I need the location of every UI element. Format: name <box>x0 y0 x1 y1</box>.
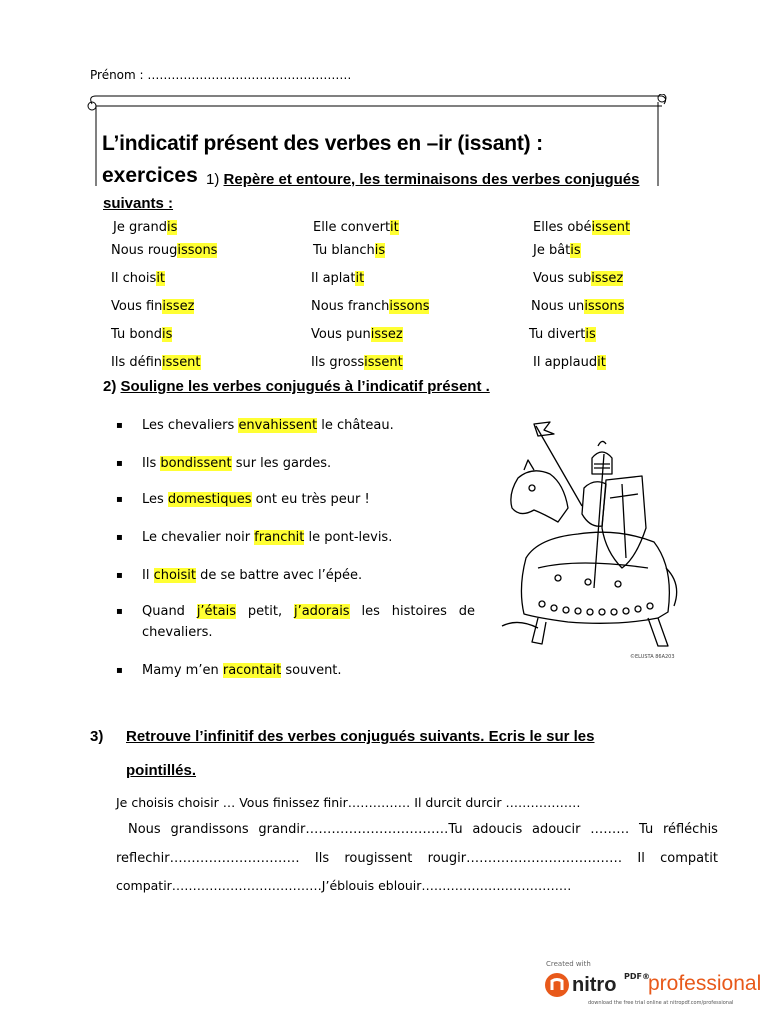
exercise3-instruction-cont: pointillés. <box>126 762 197 779</box>
verb-item: Ils définissent <box>111 355 201 370</box>
sentence-item: Quand j’étais petit, j’adorais les histoires de <box>142 604 475 619</box>
verb-item: Vous punissez <box>311 327 403 342</box>
exercise1-instruction-cont: suivants : <box>103 195 174 212</box>
exercise2-number: 2) <box>103 378 121 395</box>
exercise2-instruction: Souligne les verbes conjugués à l’indicatif présent . <box>120 378 490 395</box>
verb-item: Il choisit <box>111 271 166 286</box>
verb-item: Il aplatit <box>311 271 365 286</box>
image-caption: ©ELUSTA 86A203 <box>630 654 675 660</box>
exercise2-heading <box>103 378 490 395</box>
exercise3-line: Nous grandissons grandir……………………………Tu adoucis adoucir ……… Tu réfléchis <box>128 822 718 837</box>
verb-item: Ils grossissent <box>311 355 403 370</box>
bullet-icon: ▪ <box>116 494 123 505</box>
sentence-item: Les chevaliers envahissent le château. <box>142 418 394 433</box>
page-title: L’indicatif présent des verbes en –ir (issant) : <box>102 132 543 155</box>
sentence-item: Il choisit de se battre avec l’épée. <box>142 568 363 583</box>
verb-item: Tu divertis <box>529 327 596 342</box>
bullet-icon: ▪ <box>116 458 123 469</box>
exercise3-number: 3) <box>90 728 104 745</box>
nitro-brand-sup: PDF® <box>624 972 650 981</box>
sentence-item: Ils bondissent sur les gardes. <box>142 456 332 471</box>
sentence-item-cont: chevaliers. <box>142 625 213 640</box>
verb-item: Tu bondis <box>111 327 173 342</box>
exercise1-number: 1) <box>206 171 224 188</box>
verb-item: Nous franchissons <box>311 299 430 314</box>
exercise1-instruction: Repère et entoure, les terminaisons des verbes conjugués <box>223 171 640 188</box>
page-title-cont: exercices <box>102 164 198 187</box>
sentence-item: Le chevalier noir franchit le pont-levis. <box>142 530 393 545</box>
verb-item: Elles obéissent <box>533 220 631 235</box>
created-with-label: Created with <box>546 960 591 968</box>
verb-item: Elle convertit <box>313 220 399 235</box>
verb-item: Vous finissez <box>111 299 195 314</box>
bullet-icon: ▪ <box>116 570 123 581</box>
verb-item: Il applaudit <box>533 355 606 370</box>
nitro-brand: nitro <box>572 974 617 996</box>
verb-item: Je grandis <box>113 220 178 235</box>
knight-illustration-icon <box>498 418 682 664</box>
nitro-logo-icon <box>544 972 570 998</box>
exercise3-line: reflechir………………………… Ils rougissent rougir……………………………… Il compatit <box>116 851 718 866</box>
bullet-icon: ▪ <box>116 606 123 617</box>
bullet-icon: ▪ <box>116 665 123 676</box>
exercise3-line: compatir………………………………J’éblouis eblouir……………………………… <box>116 878 572 893</box>
verb-item: Vous subissez <box>533 271 624 286</box>
exercise1-heading <box>206 171 640 188</box>
verb-item: Tu blanchis <box>313 243 386 258</box>
exercise3-instruction: Retrouve l’infinitif des verbes conjugués suivants. Ecris le sur les <box>126 728 595 745</box>
verb-item: Nous rougissons <box>111 243 218 258</box>
nitro-footer <box>540 960 762 1016</box>
verb-item: Je bâtis <box>533 243 581 258</box>
prenom-line: Prénom : …………………………………………… <box>90 68 352 82</box>
sentence-item: Les domestiques ont eu très peur ! <box>142 492 370 507</box>
sentence-item: Mamy m’en racontait souvent. <box>142 663 342 678</box>
bullet-icon: ▪ <box>116 532 123 543</box>
exercise3-line: Je choisis choisir … Vous finissez finir…………… Il durcit durcir ……………… <box>116 795 581 810</box>
nitro-tagline: download the free trial online at nitropdf.com/professional <box>588 1000 734 1006</box>
bullet-icon: ▪ <box>116 420 123 431</box>
nitro-product: professional <box>648 972 762 995</box>
verb-item: Nous unissons <box>531 299 625 314</box>
